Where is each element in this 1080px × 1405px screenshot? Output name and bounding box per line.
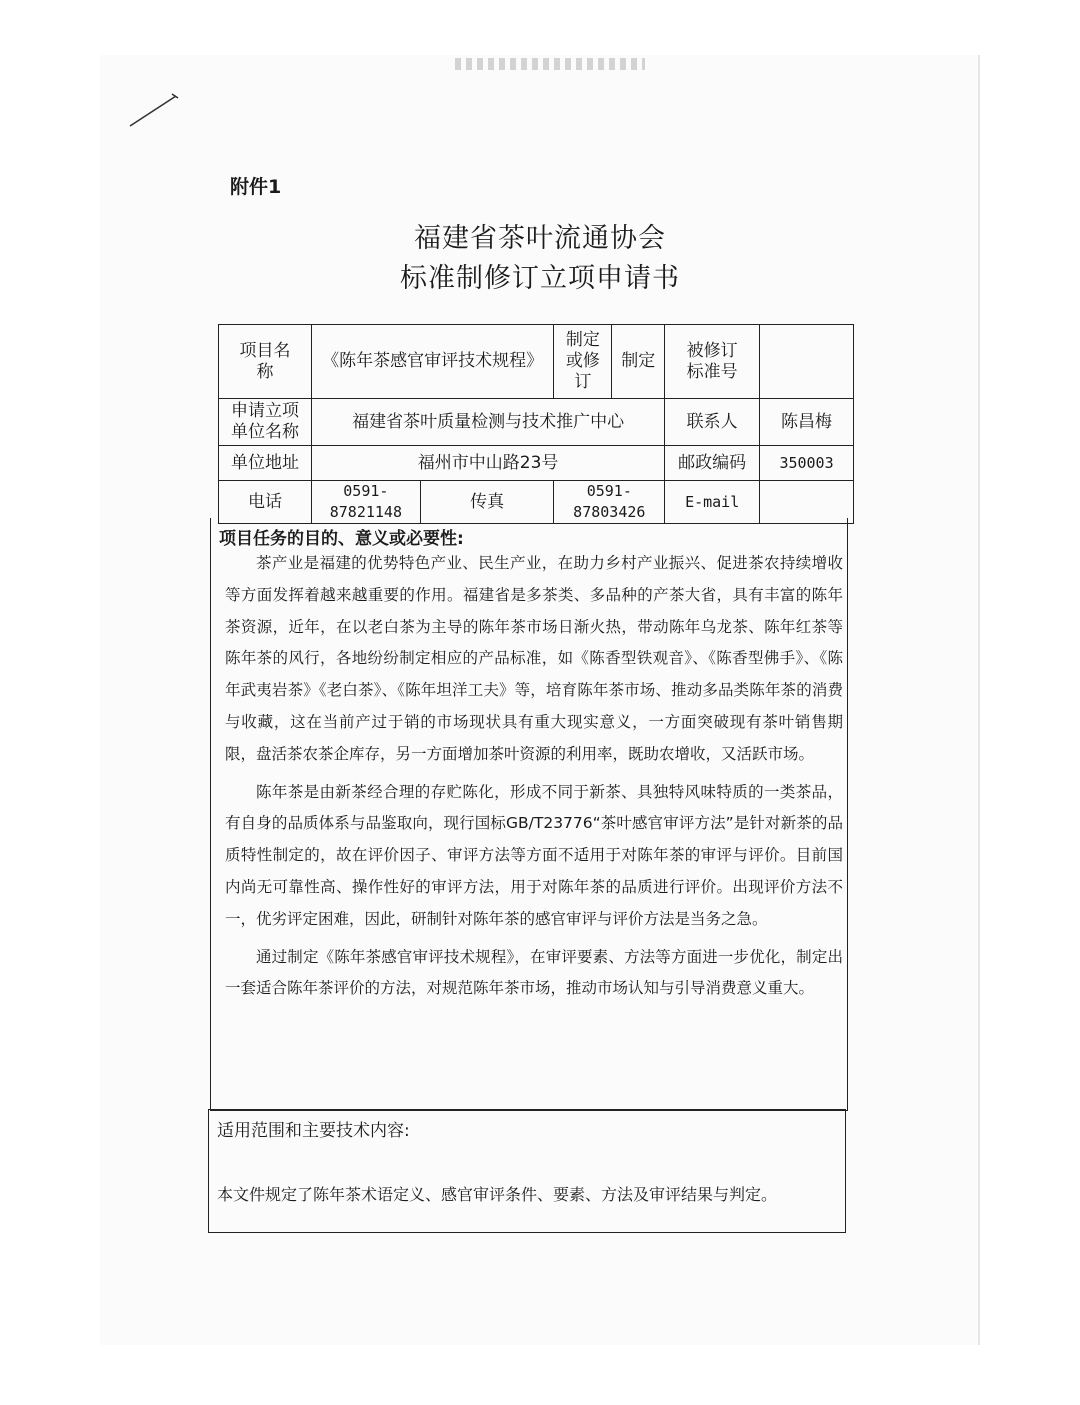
phone-value: 0591-87821148 [311,481,420,524]
title-line-1: 福建省茶叶流通协会 [414,223,666,254]
type-label: 制定或修订 [554,325,612,399]
attachment-label: 附件1 [230,176,282,198]
project-name-value: 《陈年茶感官审评技术规程》 [311,325,553,399]
postcode-value: 350003 [760,446,854,481]
revised-standard-label: 被修订标准号 [665,325,760,399]
applicant-label: 申请立项单位名称 [219,399,312,446]
purpose-heading: 项目任务的目的、意义或必要性: [219,529,464,549]
scope-section [208,1109,846,1233]
application-form-table [218,324,854,524]
purpose-section [210,518,848,1111]
purpose-paragraph-1: 茶产业是福建的优势特色产业、民生产业，在助力乡村产业振兴、促进茶农持续增收等方面发挥着越来越重要的作用。福建省是多茶类、多品种的产茶大省，具有丰富的陈年茶资源，近年，在以老白茶为主导的陈年茶市场日渐火热，带动陈年乌龙茶、陈年红茶等陈年茶的风行，各地纷纷制定相应的产品标准，如《陈香型铁观音》、《陈香型佛手》、《陈年武夷岩茶》《老白茶》、《陈年坦洋工夫》等，培育陈年茶市场、推动多品类陈年茶的消费与收藏，这在当前产过于销的市场现状具有重大现实意义，一方面突破现有茶叶销售期限，盘活茶农茶企库存，另一方面增加茶叶资源的利用率，既助农增收，又活跃市场。 [225,554,843,763]
fax-label: 传真 [420,481,554,524]
postcode-label: 邮政编码 [665,446,760,481]
pen-mark [128,92,180,128]
fax-value: 0591-87803426 [554,481,665,524]
phone-label: 电话 [219,481,312,524]
scope-text: 本文件规定了陈年茶术语定义、感官审评条件、要素、方法及审评结果与判定。 [217,1185,778,1204]
scan-mark [455,58,645,70]
address-value: 福州市中山路23号 [311,446,664,481]
address-label: 单位地址 [219,446,312,481]
email-label: E-mail [665,481,760,524]
contact-value: 陈昌梅 [760,399,854,446]
purpose-paragraph-3: 通过制定《陈年茶感官审评技术规程》，在审评要素、方法等方面进一步优化，制定出一套适合陈年茶评价的方法，对规范陈年茶市场，推动市场认知与引导消费意义重大。 [225,947,843,998]
purpose-body [225,548,843,1005]
scope-heading: 适用范围和主要技术内容: [217,1121,410,1141]
purpose-paragraph-2: 陈年茶是由新茶经合理的存贮陈化，形成不同于新茶、具独特风味特质的一类茶品，有自身的品质体系与品鉴取向，现行国标GB/T23776“茶叶感官审评方法”是针对新茶的品质特性制定的，故在评价因子、审评方法等方面不适用于对陈年茶的审评与评价。目前国内尚无可靠性高、操作性好的审评方法，用于对陈年茶的品质进行评价。出现评价方法不一，优劣评定困难，因此，研制针对陈年茶的感官审评与评价方法是当务之急。 [225,782,843,928]
contact-label: 联系人 [665,399,760,446]
project-name-label: 项目名称 [219,325,312,399]
applicant-value: 福建省茶叶质量检测与技术推广中心 [311,399,664,446]
type-value: 制定 [612,325,665,399]
title-line-2: 标准制修订立项申请书 [400,263,680,294]
revised-standard-value [760,325,854,399]
